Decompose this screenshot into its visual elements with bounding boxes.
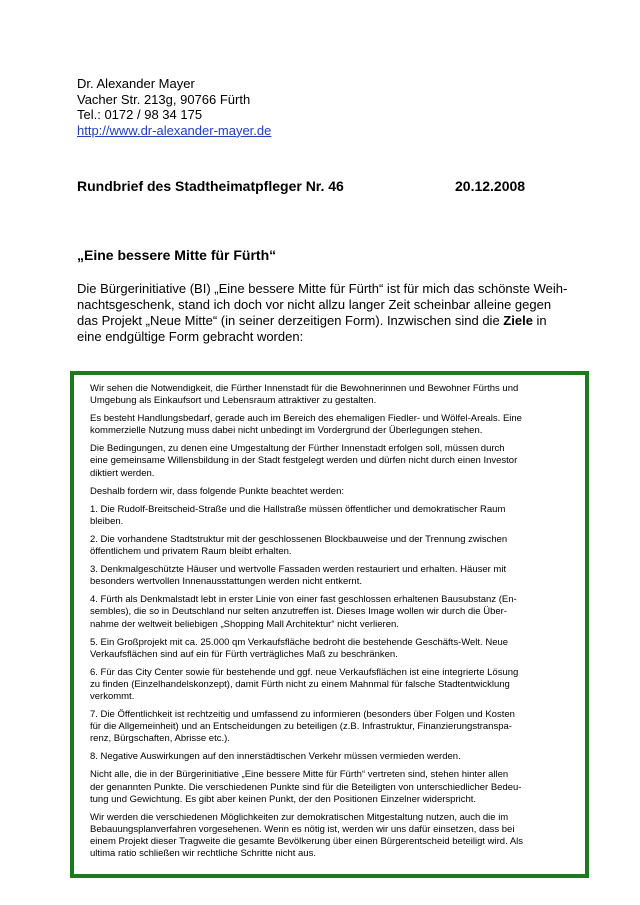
intro-text: das Projekt „Neue Mitte“ (in seiner derzeitigen Form). Inzwischen sind die <box>77 313 504 328</box>
goals-line: Verkaufsflächen sind auf ein für Fürth verträgliches Maß zu beschränken. <box>90 648 398 660</box>
goals-line: ultima ratio schließen wir rechtliche Schritte nicht aus. <box>90 848 316 859</box>
goals-line: 8. Negative Auswirkungen auf den innerstädtischen Verkehr müssen vermieden werden. <box>90 751 461 763</box>
goals-line: Nicht alle, die in der Bürgerinitiative „Eine bessere Mitte für Fürth“ vertreten sind, stehen hinter allen <box>90 769 509 781</box>
goals-line: 2. Die vorhandene Stadtstruktur mit der geschlossenen Blockbauweise und der Trennung zwischen <box>90 533 508 545</box>
intro-line <box>77 313 557 329</box>
goals-paragraph <box>90 667 570 703</box>
goals-line: öffentlichem und privatem Raum bleibt erhalten. <box>90 546 292 558</box>
intro-line: eine endgültige Form gebracht worden: <box>77 329 304 344</box>
newsletter-heading <box>77 178 547 196</box>
goals-text <box>90 383 570 866</box>
goals-line: 5. Ein Großprojekt mit ca. 25.000 qm Verkaufsfläche bedroht die bestehende Geschäfts-Welt. Neue <box>90 636 509 648</box>
goals-paragraph <box>90 504 570 528</box>
goals-paragraph <box>90 709 570 745</box>
goals-line: bleiben. <box>90 515 124 527</box>
goals-line: diktiert werden. <box>90 467 155 479</box>
intro-line: nachtsgeschenk, stand ich doch vor nicht allzu langer Zeit scheinbar alleine gegen <box>77 297 552 312</box>
goals-line: tung und Gewichtung. Es gibt aber keinen Punkt, der den Positionen Einzelner widerspricht. <box>90 793 477 805</box>
goals-paragraph <box>90 564 570 588</box>
goals-line: 7. Die Öffentlichkeit ist rechtzeitig und umfassend zu informieren (besonders über Folgen und Kosten <box>90 709 515 721</box>
goals-line: Wir sehen die Notwendigkeit, die Fürther Innenstadt für die Bewohnerinnen und Bewohner Fürths und <box>90 383 519 394</box>
goals-paragraph <box>90 443 570 479</box>
goals-line: Deshalb fordern wir, dass folgende Punkte beachtet werden: <box>90 485 345 497</box>
goals-paragraph <box>90 751 570 763</box>
goals-paragraph <box>90 637 570 661</box>
sender-phone: Tel.: 0172 / 98 34 175 <box>77 107 203 122</box>
sender-block <box>77 76 271 138</box>
newsletter-date: 20.12.2008 <box>455 178 526 194</box>
intro-paragraph <box>77 281 568 345</box>
goals-line: besonders wertvollen Innenausstattungen werden nicht entkernt. <box>90 576 362 588</box>
goals-line: 1. Die Rudolf-Breitscheid-Straße und die Hallstraße müssen öffentlicher und demokratischer Raum <box>90 503 506 515</box>
goals-line: 6. Für das City Center sowie für bestehende und ggf. neue Verkaufsflächen ist eine integrierte Lösung <box>90 666 519 678</box>
goals-paragraph <box>90 812 570 860</box>
sender-address: Vacher Str. 213g, 90766 Fürth <box>77 91 251 107</box>
goals-paragraph <box>90 534 570 558</box>
goals-paragraph <box>90 769 570 805</box>
goals-line: für die Allgemeinheit) und an Entscheidungen zu beteiligen (z.B. Infrastruktur, Finanzierungstranspa- <box>90 721 512 733</box>
goals-line: nahme der weltweit beliebigen „Shopping Mall Architektur“ nicht verlieren. <box>90 618 399 630</box>
sender-website-link[interactable]: http://www.dr-alexander-mayer.de <box>77 122 272 138</box>
goals-line: Es besteht Handlungsbedarf, gerade auch im Bereich des ehemaligen Fiedler- und Wölfel-Areals. Eine <box>90 413 522 425</box>
goals-line: Umgebung als Einkaufsort und Lebensraum attraktiver zu gestalten. <box>90 395 377 407</box>
section-title: „Eine bessere Mitte für Fürth“ <box>77 247 277 263</box>
goals-paragraph <box>90 486 570 498</box>
goals-line: eine gemeinsame Willensbildung in der Stadt festgelegt werden und dürfen nicht durch einen Investor <box>90 455 518 467</box>
goals-line: zu finden (Einzelhandelskonzept), damit Fürth nicht zu einem Mahnmal für falsche Stadtentwicklung <box>90 678 510 690</box>
goals-line: renz, Bürgschaften, Abrisse etc.). <box>90 733 230 745</box>
newsletter-title: Rundbrief des Stadtheimatpfleger Nr. 46 <box>77 178 344 194</box>
intro-text: in <box>532 313 547 328</box>
goals-box <box>70 371 589 878</box>
goals-line: Bebauungsplanverfahren vorgesehenen. Wenn es nötig ist, werden wir uns dafür einsetzen, dass bei <box>90 823 515 835</box>
goals-paragraph <box>90 383 570 407</box>
goals-line: kommerzielle Nutzung muss dabei nicht unbedingt im Vordergrund der Überlegungen stehen. <box>90 425 483 437</box>
goals-line: sembles), die so in Deutschland nur selten anzutreffen ist. Dieses Image wollen wir durch die Über- <box>90 606 507 618</box>
intro-bold-word: Ziele <box>503 313 533 328</box>
goals-line: der genannten Punkte. Die verschiedenen Punkte sind für die Beteiligten von unterschiedlicher Bedeu- <box>90 781 522 793</box>
goals-line: Wir werden die verschiedenen Möglichkeiten zur demokratischen Mitgestaltung nutzen, auch die im <box>90 811 509 823</box>
goals-line: einem Projekt dieser Tragweite die gesamte Bevölkerung über einen Bürgerentscheid beteiligt wird. Als <box>90 835 524 847</box>
intro-line: Die Bürgerinitiative (BI) „Eine bessere Mitte für Fürth“ ist für mich das schönste Weih- <box>77 281 568 296</box>
sender-name: Dr. Alexander Mayer <box>77 76 195 91</box>
goals-line: verkommt. <box>90 690 135 702</box>
goals-line: 4. Fürth als Denkmalstadt lebt in erster Linie von einer fast geschlossen erhaltenen Bausubstanz (En- <box>90 594 517 606</box>
goals-line: Die Bedingungen, zu denen eine Umgestaltung der Fürther Innenstadt erfolgen soll, müssen durch <box>90 443 505 455</box>
goals-paragraph <box>90 413 570 437</box>
goals-paragraph <box>90 594 570 630</box>
goals-line: 3. Denkmalgeschützte Häuser und wertvolle Fassaden werden restauriert und erhalten. Häuser mit <box>90 564 507 576</box>
